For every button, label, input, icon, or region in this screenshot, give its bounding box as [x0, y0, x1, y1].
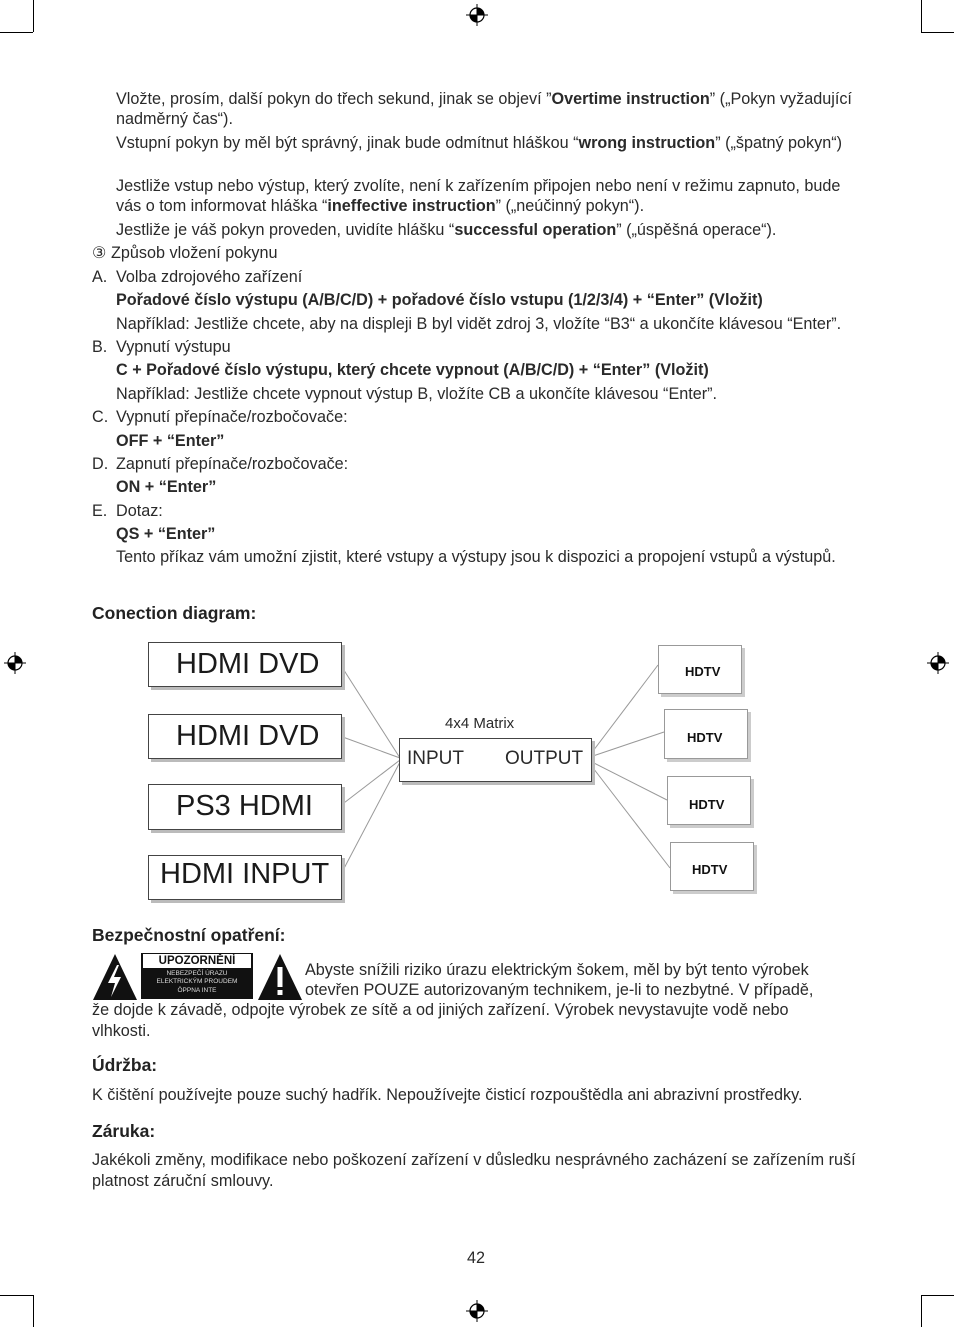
warranty-heading: Záruka: [92, 1121, 156, 1141]
source-label: HDMI DVD [176, 648, 320, 680]
warning-line: NEBEZPEČÍ ÚRAZU [166, 970, 228, 977]
lightning-warning-icon [92, 953, 138, 1001]
hdtv-label: HDTV [692, 862, 728, 877]
step-command: QS + “Enter” [116, 525, 216, 543]
text: ” („neúčinný pokyn“). [495, 197, 645, 215]
emphasis: Overtime instruction [551, 90, 710, 108]
matrix-output-label: OUTPUT [505, 748, 584, 769]
step-title: Volba zdrojového zařízení [116, 268, 303, 286]
warranty-text: Jakékoli změny, modifikace nebo poškození zařízení v důsledku nesprávného zacházení se zařízením ruší platnost záruční smlouvy. [92, 1151, 856, 1190]
warning-label [92, 953, 304, 1001]
step-command: OFF + “Enter” [116, 432, 225, 450]
emphasis: wrong instruction [578, 134, 716, 152]
text: ” („Pokyn vyžadující nadměrný čas“). [116, 90, 852, 128]
source-label: HDMI INPUT [160, 858, 330, 890]
hdtv-label: HDTV [685, 664, 721, 679]
emphasis: successful operation [454, 221, 617, 239]
step-letter: B. [92, 338, 108, 356]
text: Vložte, prosím, další pokyn do třech sekund, jinak se objeví ” [116, 90, 552, 108]
step-title: Vypnutí přepínače/rozbočovače: [116, 408, 348, 426]
warning-line: ELEKTRICKÝM PROUDEM [156, 978, 238, 985]
safety-text: že dojde k závadě, odpojte výrobek ze sítě a od jiniých zařízení. Výrobek nevystavujte vodě nebo vlhkosti. [92, 1001, 789, 1040]
source-label: PS3 HDMI [176, 790, 313, 822]
method-heading: ③ Způsob vložení pokynu [92, 244, 278, 262]
text: ” („špatný pokyn“) [715, 134, 843, 152]
maintenance-text: K čištění používejte pouze suchý hadřík. Nepoužívejte čisticí rozpouštědla ani abrazivní prostředky. [92, 1086, 803, 1104]
emphasis: ineffective instruction [327, 197, 496, 215]
step-example: Tento příkaz vám umožní zjistit, které vstupy a výstupy jsou k dispozici a propojení vstupů a výstupů. [116, 548, 836, 566]
source-label: HDMI DVD [176, 720, 320, 752]
text: Jestliže je váš pokyn proveden, uvidíte hlášku “ [116, 221, 455, 239]
hdtv-label: HDTV [689, 797, 725, 812]
matrix-label: 4x4 Matrix [445, 715, 515, 732]
diagram-heading: Conection diagram: [92, 603, 257, 623]
warning-title: UPOZORNĚNÍ [143, 954, 251, 968]
text: Jestliže vstup nebo výstup, který zvolíte, není k zařízením připojen nebo není v režimu zapnuto, bude vás o tom informovat hláška “ [116, 177, 841, 215]
step-letter: D. [92, 455, 109, 473]
safety-heading: Bezpečnostní opatření: [92, 925, 286, 945]
exclamation-warning-icon [257, 953, 303, 1001]
step-command: Pořadové číslo výstupu (A/B/C/D) + pořadové číslo vstupu (1/2/3/4) + “Enter” (Vložit) [116, 291, 763, 309]
safety-text-line: otevřen POUZE autorizovaným technikem, je-li to nezbytné. V případě, [305, 981, 814, 999]
warning-line: ÖPPNA INTE [177, 987, 217, 994]
maintenance-heading: Údržba: [92, 1055, 158, 1075]
step-title: Vypnutí výstupu [116, 338, 231, 356]
step-title: Zapnutí přepínače/rozbočovače: [116, 455, 349, 473]
step-example: Například: Jestliže chcete, aby na displeji B byl vidět zdroj 3, vložíte “B3“ a ukončíte klávesou “Enter”. [116, 315, 842, 333]
step-command: ON + “Enter” [116, 478, 217, 496]
step-letter: A. [92, 268, 108, 286]
page-number: 42 [467, 1249, 486, 1267]
matrix-input-label: INPUT [407, 748, 464, 769]
safety-text-line: Abyste snížili riziko úrazu elektrickým šokem, měl by být tento výrobek [305, 961, 809, 979]
step-command: C + Pořadové číslo výstupu, který chcete vypnout (A/B/C/D) + “Enter” (Vložit) [116, 361, 709, 379]
step-letter: C. [92, 408, 109, 426]
hdtv-label: HDTV [687, 730, 723, 745]
step-example: Například: Jestliže chcete vypnout výstup B, vložíte CB a ukončíte klávesou “Enter”. [116, 385, 718, 403]
step-title: Dotaz: [116, 502, 163, 520]
text: Vstupní pokyn by měl být správný, jinak bude odmítnut hláškou “ [116, 134, 579, 152]
step-letter: E. [92, 502, 108, 520]
text: ” („úspěšná operace“). [616, 221, 777, 239]
